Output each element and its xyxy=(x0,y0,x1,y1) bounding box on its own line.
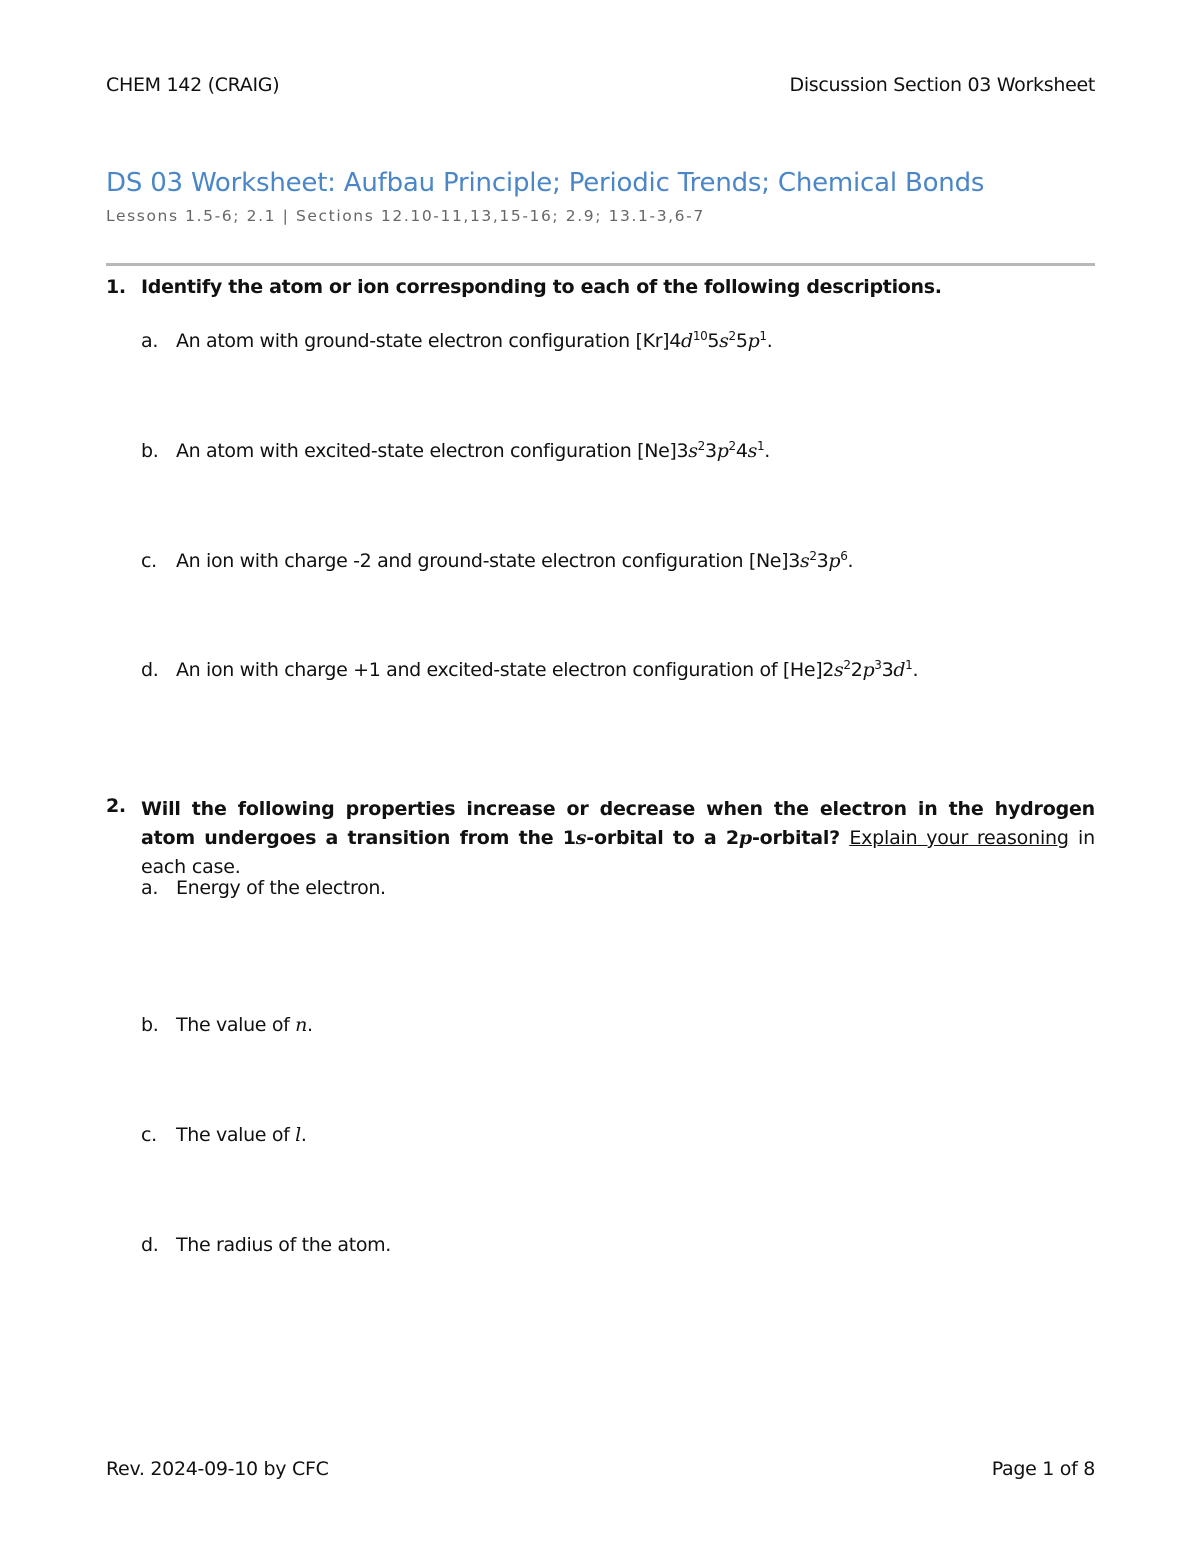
q2-part-c-var: l xyxy=(295,1124,301,1146)
q2-orbital-2: p xyxy=(738,827,752,849)
q1-part-a-config: $[Kr]4d^{10}5s^25p^1$. xyxy=(635,329,773,352)
q1-part-c xyxy=(176,550,853,572)
q2-part-c-end: . xyxy=(300,1124,307,1146)
q1-part-b-config: $[Ne]3s^23p^24s^1$. xyxy=(637,439,770,462)
q2-prompt-part3: -orbital? xyxy=(751,827,840,849)
q1-part-a xyxy=(176,330,772,352)
page-subtitle: Lessons 1.5-6; 2.1 | Sections 12.10-11,13,15-16; 2.9; 13.1-3,6-7 xyxy=(106,207,705,225)
q1-part-a-text: An atom with ground-state electron configuration xyxy=(176,330,630,352)
page-title: DS 03 Worksheet: Aufbau Principle; Periodic Trends; Chemical Bonds xyxy=(106,168,985,198)
q2-part-c-label: c. xyxy=(141,1124,157,1146)
q2-part-b-var: n xyxy=(295,1014,308,1036)
question-2-number: 2. xyxy=(106,795,126,817)
title-divider xyxy=(106,263,1095,266)
question-1-prompt: Identify the atom or ion corresponding to each of the following descriptions. xyxy=(141,276,942,298)
q1-part-d-config: $[He]2s^22p^33d^1$. xyxy=(782,658,919,681)
footer-page-number: Page 1 of 8 xyxy=(991,1458,1095,1480)
q2-part-b-text: The value of xyxy=(176,1014,290,1036)
q2-prompt-part2: -orbital to a 2 xyxy=(586,827,739,849)
q1-part-b xyxy=(176,440,770,462)
q1-part-d xyxy=(176,659,918,681)
q2-underlined-instruction: Explain your reasoning xyxy=(849,827,1069,849)
q1-part-b-label: b. xyxy=(141,440,159,462)
q2-part-c xyxy=(176,1124,307,1146)
q2-part-b-end: . xyxy=(307,1014,313,1036)
q2-prompt-part1: Will the following properties increase or decrease when the electron in the hydrogen atom undergoes a transition from the 1 xyxy=(141,798,1095,849)
q2-part-c-text: The value of xyxy=(176,1124,290,1146)
question-2-prompt xyxy=(141,795,1095,882)
q1-part-b-text: An atom with excited-state electron configuration xyxy=(176,440,632,462)
q2-part-b xyxy=(176,1014,313,1036)
header-worksheet-name: Discussion Section 03 Worksheet xyxy=(789,74,1095,96)
footer-revision: Rev. 2024-09-10 by CFC xyxy=(106,1458,329,1480)
q2-part-d-label: d. xyxy=(141,1234,159,1256)
q1-part-a-label: a. xyxy=(141,330,159,352)
q2-part-b-label: b. xyxy=(141,1014,159,1036)
question-1-number: 1. xyxy=(106,276,126,298)
q1-part-c-text: An ion with charge -2 and ground-state electron configuration xyxy=(176,550,744,572)
q1-part-d-label: d. xyxy=(141,659,159,681)
q2-prompt-end: in each case. xyxy=(141,827,1095,878)
q2-part-d-text: The radius of the atom. xyxy=(176,1234,391,1256)
q1-part-c-config: $[Ne]3s^23p^6$. xyxy=(748,549,854,572)
q1-part-c-label: c. xyxy=(141,550,157,572)
q2-part-a-text: Energy of the electron. xyxy=(176,877,386,899)
header-course: CHEM 142 (CRAIG) xyxy=(106,74,280,96)
q1-part-d-text: An ion with charge +1 and excited-state electron configuration of xyxy=(176,659,778,681)
q2-orbital-1: s xyxy=(575,827,587,849)
q2-part-a-label: a. xyxy=(141,877,159,899)
